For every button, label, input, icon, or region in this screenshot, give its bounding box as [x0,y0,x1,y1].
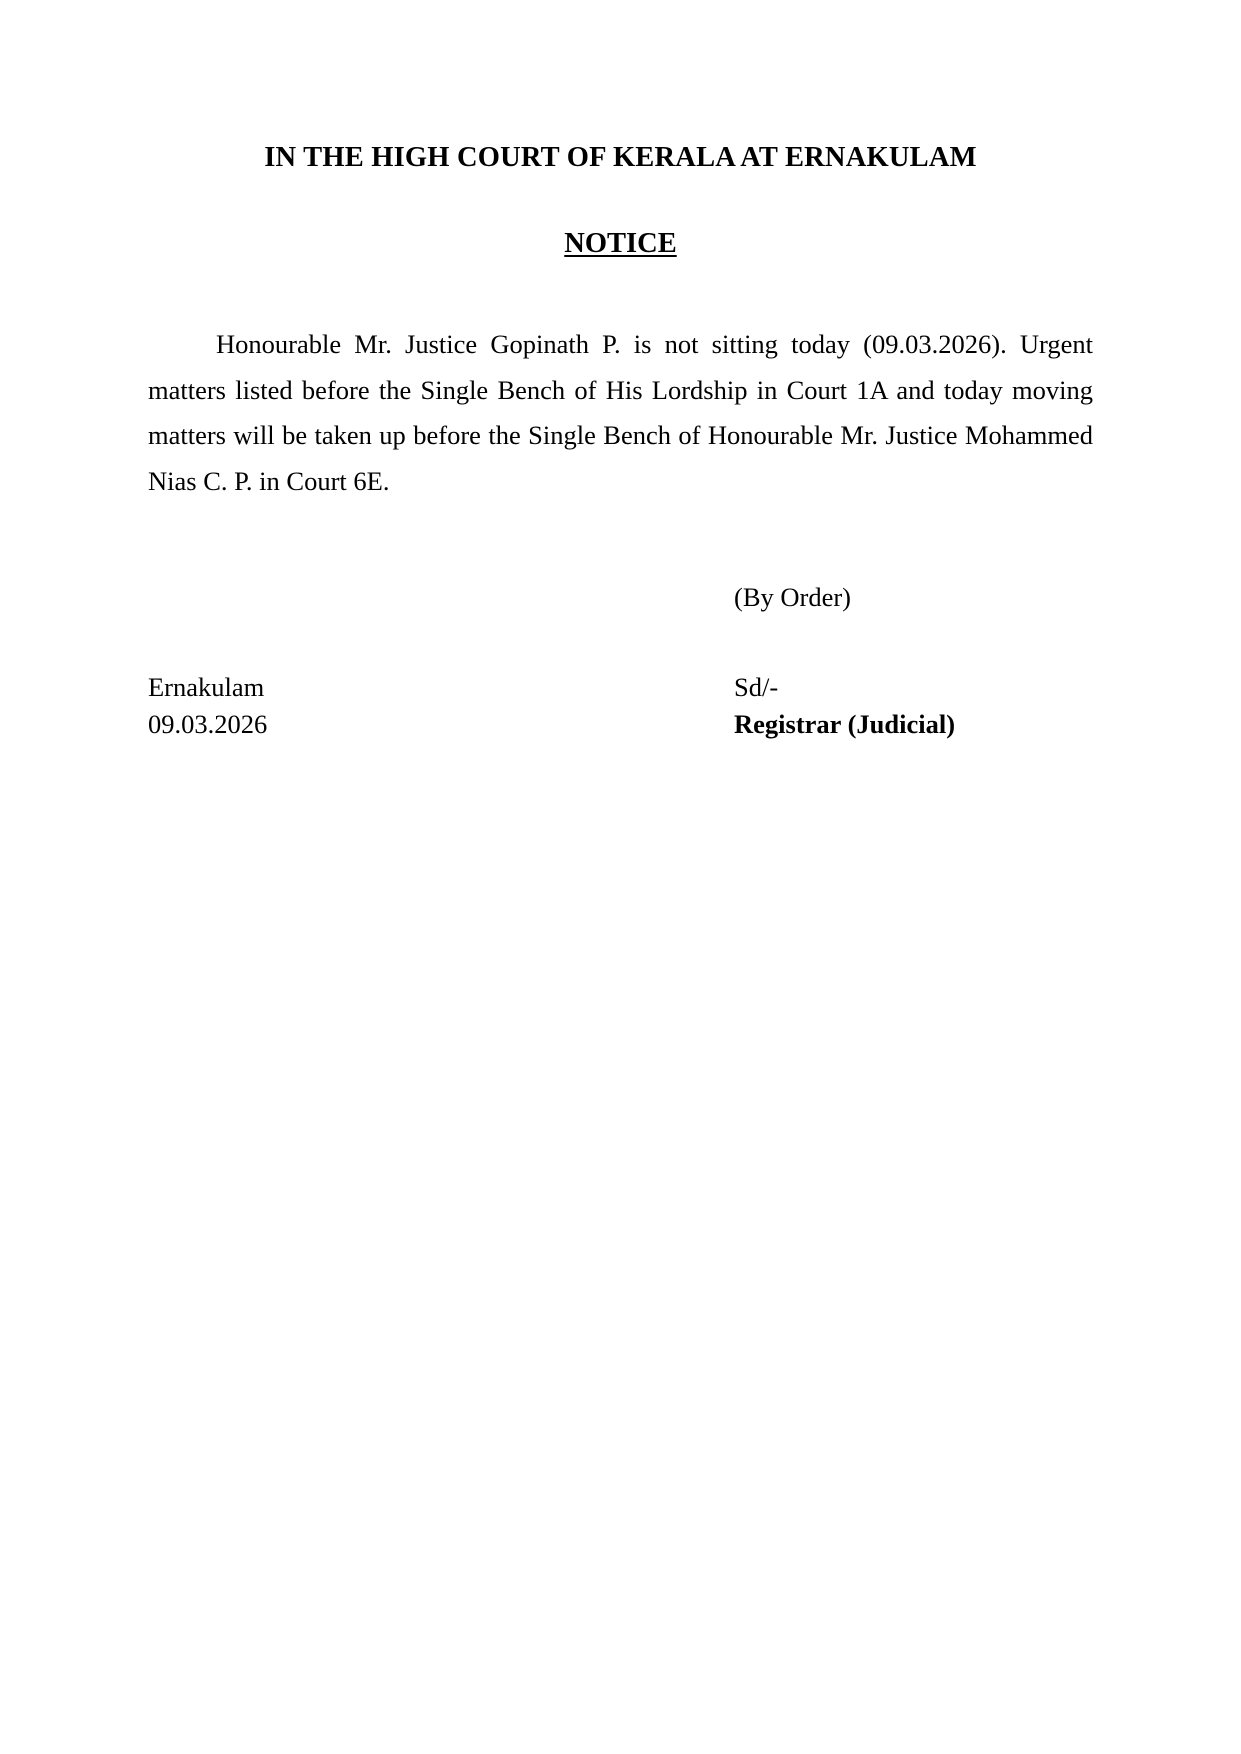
designation-text: Registrar (Judicial) [734,708,956,739]
notice-body-text: Honourable Mr. Justice Gopinath P. is not sitting today (09.03.2026). Urgent matters listed before the Single Bench of His Lordship in Court 1A and today moving matters will be taken up before the Single Bench of Honourable Mr. Justice Mohammed Nias C. P. in Court 6E. [148,329,1093,496]
notice-heading-container [148,228,1093,260]
signature-left-column [148,669,734,742]
signature-right-column [734,669,1093,742]
place-text: Ernakulam [148,672,265,703]
notice-heading: NOTICE [564,228,677,259]
by-order-text: (By Order) [734,582,851,613]
page-title: IN THE HIGH COURT OF KERALA AT ERNAKULAM [264,142,977,173]
signature-block [148,669,1093,742]
date-text: 09.03.2026 [148,708,268,739]
signed-text: Sd/- [734,672,779,703]
